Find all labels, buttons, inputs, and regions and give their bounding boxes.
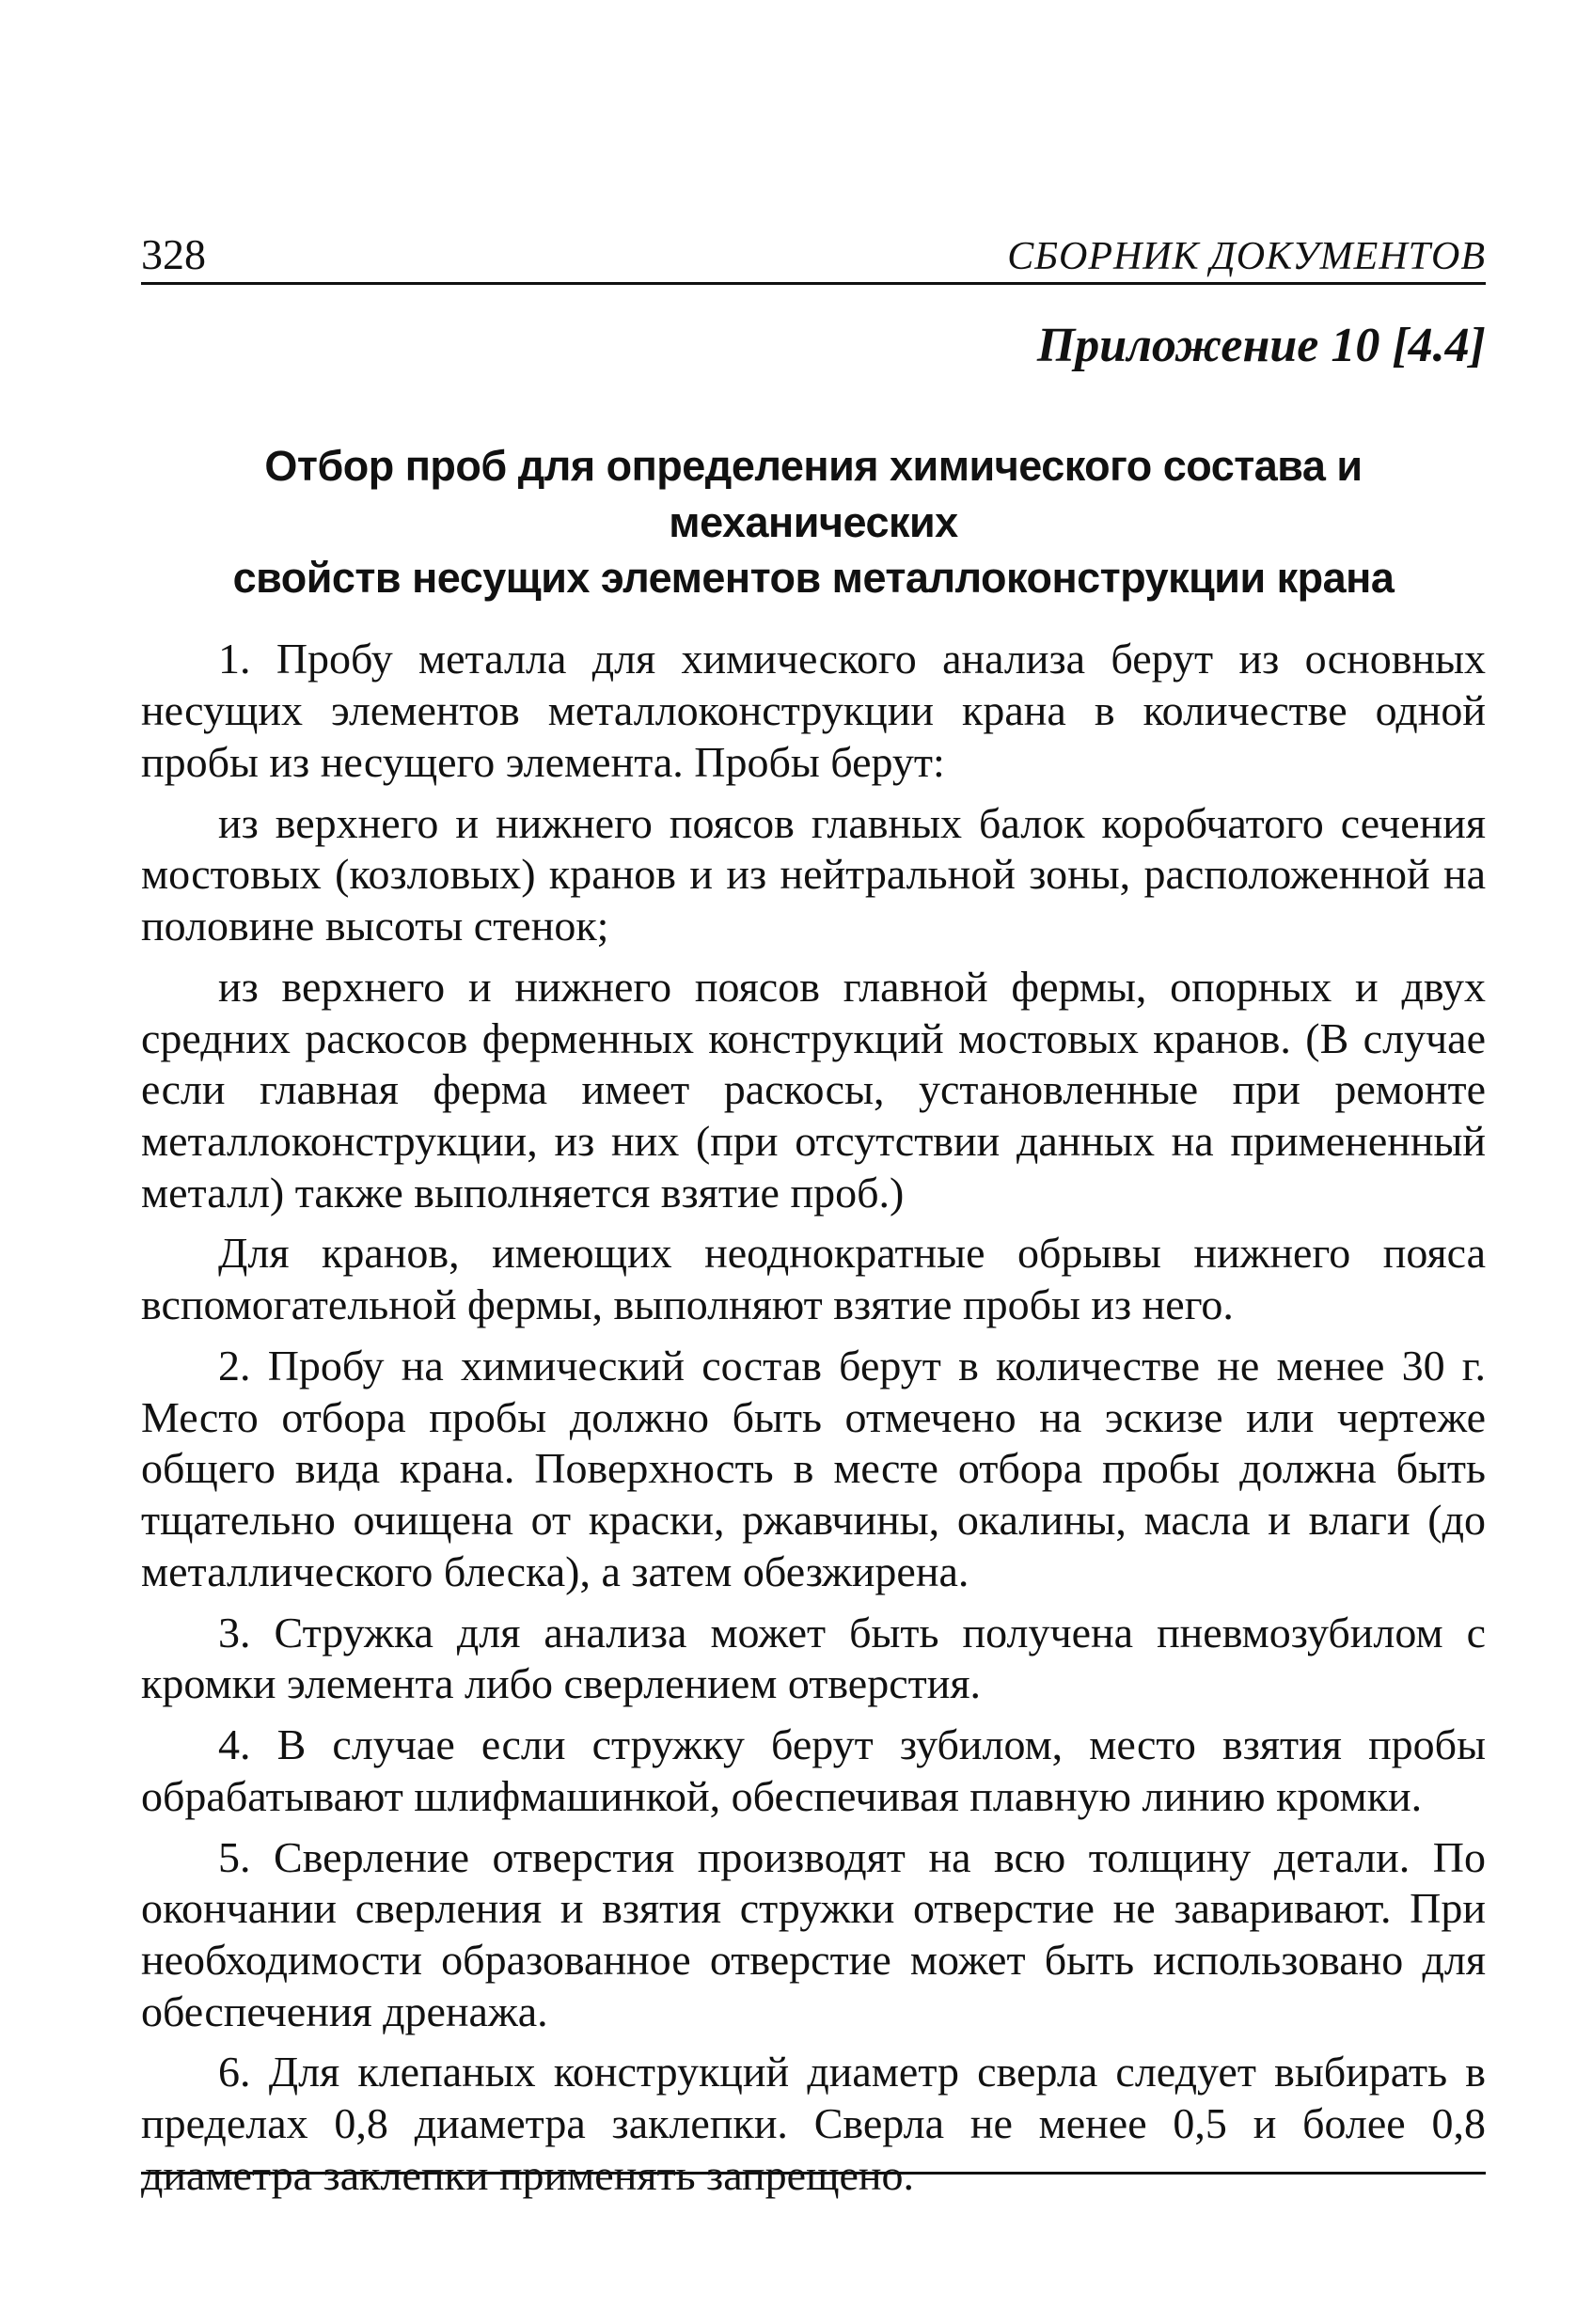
body-text	[141, 634, 1486, 2201]
section-title-line: свойств несущих элементов металлоконструкции крана	[232, 553, 1395, 602]
paragraph: 3. Стружка для анализа может быть получена пневмозубилом с кромки элемента либо сверлением отверстия.	[141, 1608, 1486, 1708]
paragraph: из верхнего и нижнего поясов главных балок коробчатого сечения мостовых (козловых) кранов и из нейтральной зоны, расположенной на половине высоты стенок;	[141, 798, 1486, 950]
paragraph: 6. Для клепаных конструкций диаметр сверла следует выбирать в пределах 0,8 диаметра заклепки. Сверла не менее 0,5 и более 0,8 диаметра заклепки применять запрещено.	[141, 2048, 1486, 2199]
section-title	[141, 438, 1486, 605]
paragraph: 1. Пробу металла для химического анализа берут из основных несущих элементов металлоконструкции крана в количестве одной пробы из несущего элемента. Пробы берут:	[141, 635, 1486, 786]
section-title-line: Отбор проб для определения химического состава и механических	[264, 442, 1363, 546]
appendix-label: Приложение 10 [4.4]	[1036, 319, 1486, 372]
running-header	[141, 216, 1486, 285]
document-page	[141, 216, 1486, 2211]
paragraph: Для кранов, имеющих неоднократные обрывы нижнего пояса вспомогательной фермы, выполняют взятие пробы из него.	[141, 1229, 1486, 1329]
paragraph: 4. В случае если стружку берут зубилом, место взятия пробы обрабатывают шлифмашинкой, обеспечивая плавную линию кромки.	[141, 1720, 1486, 1820]
bottom-divider	[141, 2172, 1486, 2175]
paragraph: 2. Пробу на химический состав берут в количестве не менее 30 г. Место отбора пробы должно быть отмечено на эскизе или чертеже общего вида крана. Поверхность в месте отбора пробы должна быть тщательно очищена от краски, ржавчины, окалины, масла и влаги (до металлического блеска), а затем обезжирена.	[141, 1341, 1486, 1595]
paragraph: 5. Сверление отверстия производят на всю толщину детали. По окончании сверления и взятия стружки отверстие не заваривают. При необходимости образованное отверстие может быть использовано для обеспечения дренажа.	[141, 1832, 1486, 2035]
paragraph: из верхнего и нижнего поясов главной фермы, опорных и двух средних раскосов ферменных конструкций мостовых кранов. (В случае если главная ферма имеет раскосы, установленные при ремонте металлоконструкции, из них (при отсутствии данных на примененный металл) также выполняется взятие проб.)	[141, 962, 1486, 1217]
page-number: 328	[141, 230, 206, 278]
collection-title: СБОРНИК ДОКУМЕНТОВ	[1007, 235, 1486, 278]
